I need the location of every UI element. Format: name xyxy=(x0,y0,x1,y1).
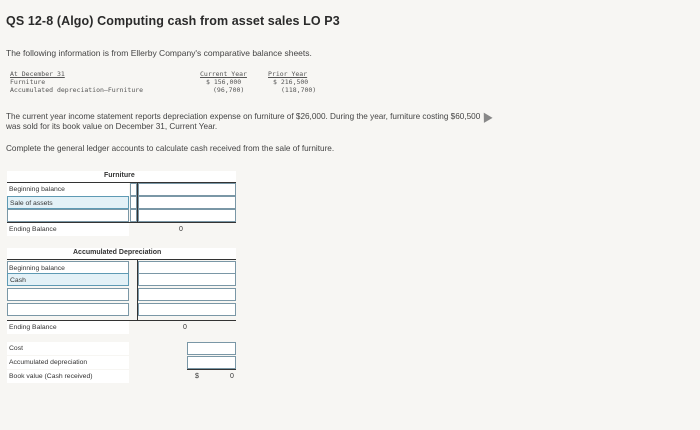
calc-row xyxy=(7,356,236,369)
ending-balance-value: 0 xyxy=(179,226,183,233)
bs-row-prior: (118,700) xyxy=(281,86,317,94)
ledger-row xyxy=(7,288,236,301)
calc-row-label: Accumulated depreciation xyxy=(7,356,129,369)
instruction-text: Complete the general ledger accounts to calculate cash received from the sale of furniture. xyxy=(6,144,335,153)
furniture-ledger-title: Furniture xyxy=(104,172,135,179)
debit-amount-input[interactable] xyxy=(130,183,137,196)
total-line xyxy=(187,369,236,370)
bs-row-current: (96,700) xyxy=(213,86,245,94)
dollar-sign: $ xyxy=(195,373,199,380)
calc-row-label: Cost xyxy=(7,342,129,355)
credit-amount-input[interactable] xyxy=(138,196,236,209)
calc-row xyxy=(7,342,236,355)
t-account-line xyxy=(7,259,236,260)
accum-ledger-title: Accumulated Depreciation xyxy=(73,249,162,256)
furniture-ledger-header xyxy=(7,171,236,182)
bs-row-label: Accumulated depreciation—Furniture xyxy=(10,86,144,94)
problem-text-line2: was sold for its book value on December 31, Current Year. xyxy=(6,122,218,131)
ledger-row xyxy=(7,303,236,316)
bs-row-label: Furniture xyxy=(10,78,46,86)
book-value-calc xyxy=(7,342,236,384)
ledger-row-select[interactable]: Cash xyxy=(7,273,129,286)
ledger-row-select[interactable] xyxy=(7,288,129,301)
accum-ledger-header xyxy=(7,248,236,259)
ending-balance-label: Ending Balance xyxy=(7,321,129,334)
ledger-row xyxy=(7,273,236,286)
credit-amount-input[interactable] xyxy=(138,273,236,286)
bs-col-prior: Prior Year xyxy=(268,70,308,78)
ledger-row xyxy=(7,209,236,222)
accumulated-depreciation-input[interactable] xyxy=(187,356,236,369)
credit-amount-input[interactable] xyxy=(138,183,236,196)
page-title: QS 12-8 (Algo) Computing cash from asset sales LO P3 xyxy=(6,14,340,28)
ending-balance-label: Ending Balance xyxy=(7,223,129,236)
ledger-row xyxy=(7,196,236,209)
ledger-row-label: Beginning balance xyxy=(7,183,129,196)
bs-row-prior: $ 216,500 xyxy=(273,78,309,86)
ending-balance-row xyxy=(7,321,236,334)
cost-input[interactable] xyxy=(187,342,236,355)
bs-header-label: At December 31 xyxy=(10,70,65,78)
problem-text-line1: The current year income statement reports depreciation expense on furniture of $26,000. During the year, furniture costing $60,500 xyxy=(6,112,481,121)
ending-balance-value: 0 xyxy=(183,324,187,331)
ledger-row xyxy=(7,183,236,196)
credit-amount-input[interactable] xyxy=(138,303,236,316)
furniture-ledger xyxy=(7,171,236,236)
bs-col-current: Current Year xyxy=(200,70,247,78)
debit-amount-input[interactable] xyxy=(130,196,137,209)
book-value-result: 0 xyxy=(230,373,234,380)
ledger-row-select[interactable] xyxy=(7,303,129,316)
ledger-row-select[interactable] xyxy=(7,209,129,222)
calc-row xyxy=(7,370,236,383)
ending-balance-row xyxy=(7,223,236,236)
calc-row-label: Book value (Cash received) xyxy=(7,370,129,383)
credit-amount-input[interactable] xyxy=(138,288,236,301)
accum-depreciation-ledger xyxy=(7,248,236,334)
bs-row-current: $ 156,000 xyxy=(206,78,242,86)
ledger-row-label: Beginning balance xyxy=(9,265,65,272)
credit-amount-input[interactable] xyxy=(138,209,236,222)
debit-amount-input[interactable] xyxy=(130,209,137,222)
intro-text: The following information is from Ellerby Company's comparative balance sheets. xyxy=(6,48,312,58)
ledger-row-select[interactable]: Sale of assets xyxy=(7,196,129,209)
problem-paragraph xyxy=(6,112,566,132)
mouse-cursor-icon xyxy=(480,110,493,123)
